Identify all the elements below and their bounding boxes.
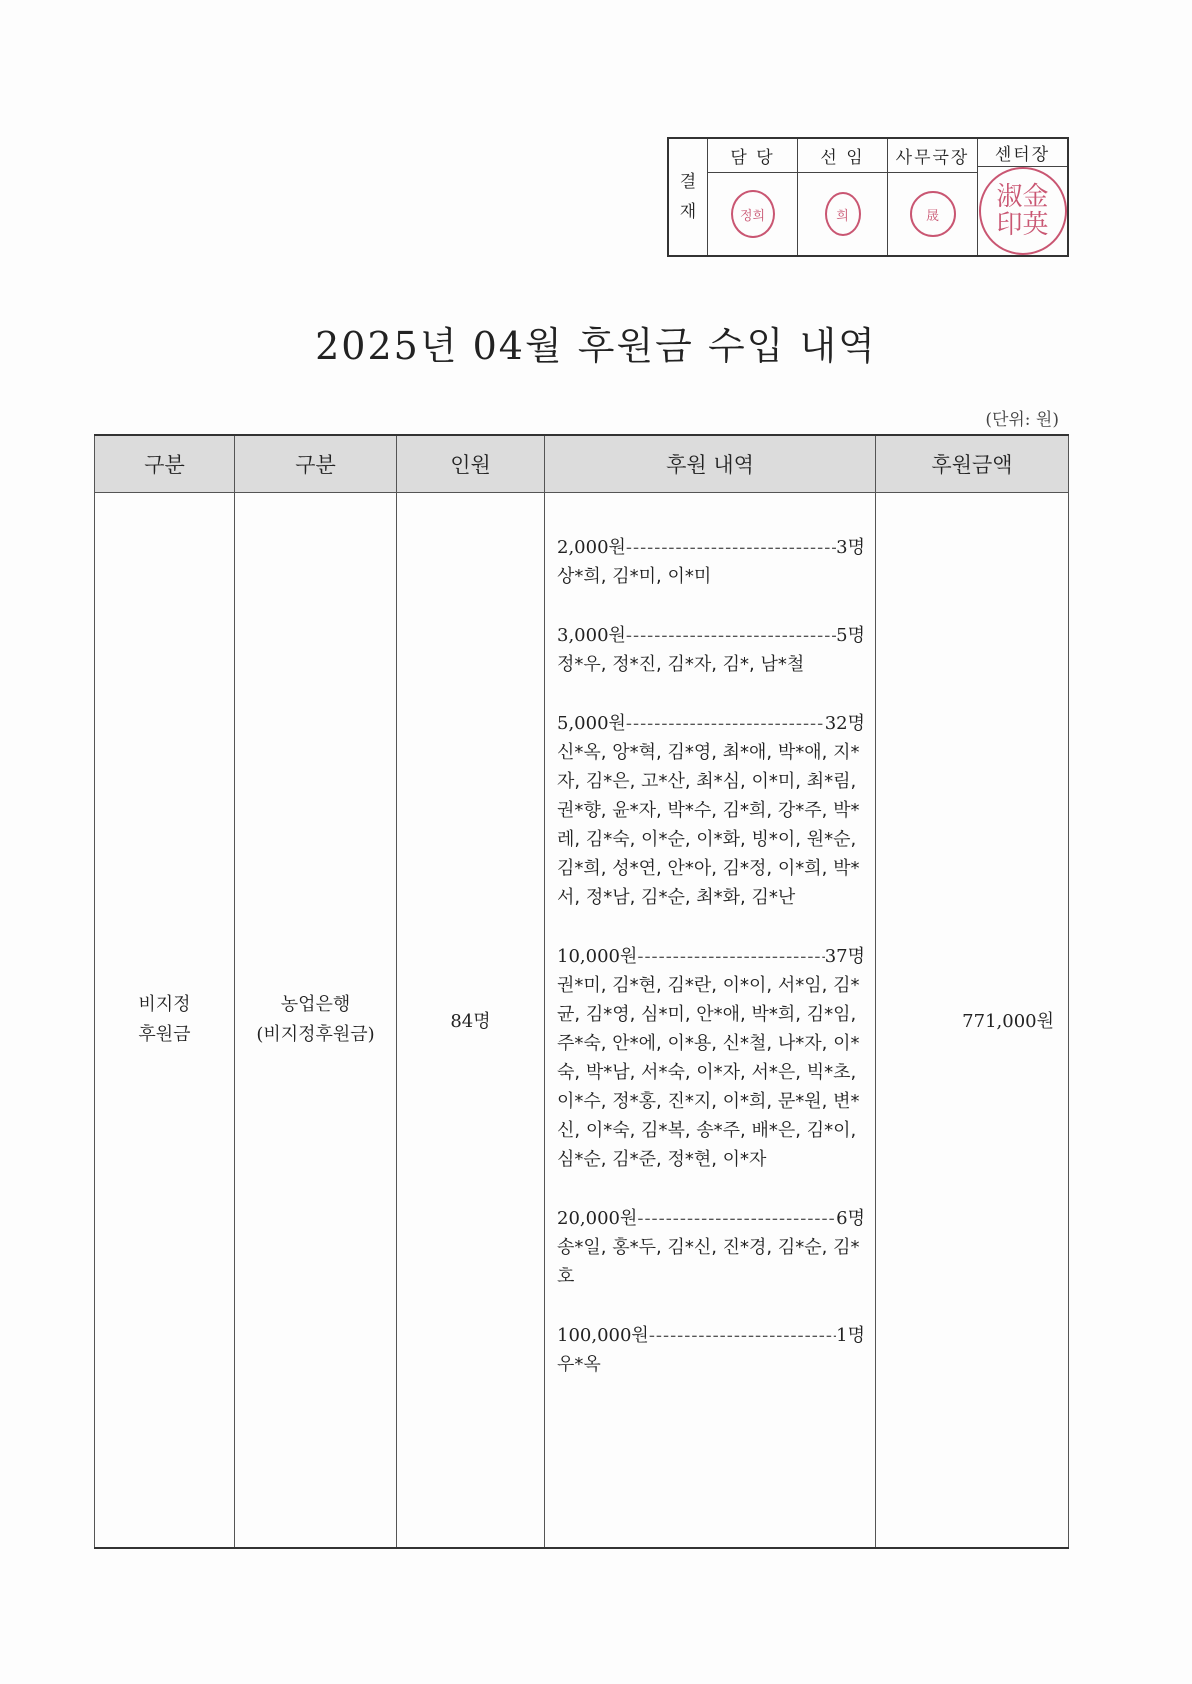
approval-col-secretary xyxy=(888,139,978,255)
approval-col-manager xyxy=(708,139,798,255)
approval-box xyxy=(667,137,1069,257)
header-category1: 구분 xyxy=(95,435,235,493)
header-count: 인원 xyxy=(397,435,545,493)
seal-stamp: 淑金印英 xyxy=(979,167,1067,255)
seal-stamp: 정희 xyxy=(731,190,775,238)
approval-side-label xyxy=(669,139,708,255)
seal-stamp: 희 xyxy=(825,192,861,236)
donation-table xyxy=(94,434,1069,1549)
donation-group: 10,000원 ----- 37명 권*미, 김*현, 김*란, 이*이, 서*임, 김*균, 김*영, 심*미, 안*애, 박*희, 김*임, 주*숙, 안*에, 이*용, 신*철, 나*자, 이*숙, 박*남, 서*숙, 이*자, 서*은, 빅*초, 이*수, 정*홍, 진*지, 이*희, 문*원, 변*신, 이*숙, 김*복, 송*주, 배*은, 김*이, 심*순, 김*준, 정*현, 이*자 xyxy=(557,942,865,1174)
header-amount: 후원금액 xyxy=(876,435,1069,493)
approval-label: 센터장 xyxy=(978,139,1067,167)
approval-col-senior xyxy=(798,139,888,255)
approval-side-char: 결 xyxy=(679,172,697,192)
donation-group: 100,000원 ----- 1명 우*옥 xyxy=(557,1321,865,1379)
approval-label: 선 임 xyxy=(798,139,887,173)
header-category2: 구분 xyxy=(235,435,397,493)
category1-cell: 비지정 후원금 xyxy=(95,493,235,1549)
detail-cell xyxy=(545,493,876,1549)
category2-cell: 농업은행 (비지정후원금) xyxy=(235,493,397,1549)
approval-label: 사무국장 xyxy=(888,139,977,173)
unit-label: (단위: 원) xyxy=(985,410,1059,430)
count-cell: 84명 xyxy=(397,493,545,1549)
table-row xyxy=(95,493,1069,1549)
header-detail: 후원 내역 xyxy=(545,435,876,493)
table-header-row xyxy=(95,435,1069,493)
page-title: 2025년 04월 후원금 수입 내역 xyxy=(315,324,877,368)
approval-label: 담 당 xyxy=(708,139,797,173)
approval-col-director xyxy=(978,139,1067,255)
donation-group: 20,000원 ----- 6명 송*일, 홍*두, 김*신, 진*경, 김*순, 김*호 xyxy=(557,1204,865,1291)
donation-group: 3,000원 ----- 5명 정*우, 정*진, 김*자, 김*, 남*철 xyxy=(557,621,865,679)
donation-group: 5,000원 ----- 32명 신*옥, 앙*혁, 김*영, 최*애, 박*애, 지*자, 김*은, 고*산, 최*심, 이*미, 최*림, 권*향, 윤*자, 박*수, 김*희, 강*주, 박*레, 김*숙, 이*순, 이*화, 빙*이, 원*순, 김*희, 성*연, 안*아, 김*정, 이*희, 박*서, 정*남, 김*순, 최*화, 김*난 xyxy=(557,709,865,912)
seal-stamp: 晟 xyxy=(910,191,956,237)
approval-side-char: 재 xyxy=(679,202,697,222)
donation-group: 2,000원 ----- 3명 상*희, 김*미, 이*미 xyxy=(557,533,865,591)
amount-cell: 771,000원 xyxy=(876,493,1069,1549)
